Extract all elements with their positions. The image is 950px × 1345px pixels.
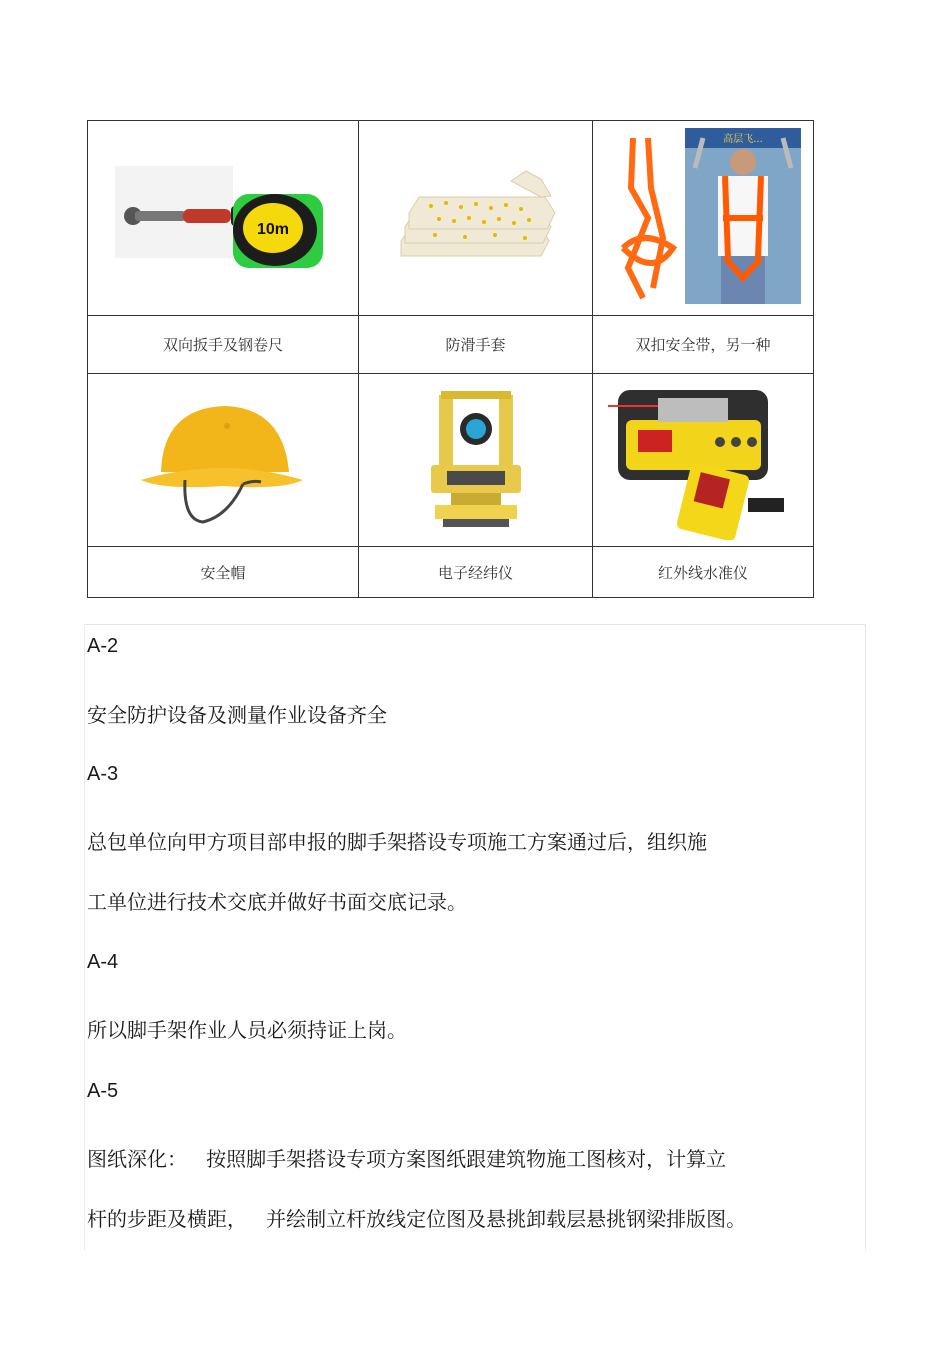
caption-helmet: 安全帽: [88, 547, 359, 598]
section-a3-line-2: 工单位进行技术交底并做好书面交底记录。: [87, 890, 467, 914]
section-a2-line-1: 安全防护设备及测量作业设备齐全: [87, 703, 387, 727]
wrench-tape-cell: [88, 121, 359, 316]
section-code-a3: A-3: [87, 763, 119, 785]
section-code-a2: A-2: [87, 635, 119, 657]
tape-label: 10m: [256, 221, 290, 238]
section-a5-line-1: 图纸深化： 按照脚手架搭设专项方案图纸跟建筑物施工图核对，计算立: [87, 1147, 727, 1171]
gloves-cell: [359, 121, 593, 316]
caption-harness: 双扣安全带，另一种: [593, 316, 814, 374]
section-a3-line-1: 总包单位向甲方项目部申报的脚手架搭设专项施工方案通过后，组织施: [87, 830, 707, 854]
helmet-image: [133, 390, 313, 530]
harness-banner-text: 高层飞...: [723, 134, 763, 145]
caption-gloves: 防滑手套: [359, 316, 593, 374]
text-block: [84, 624, 866, 1250]
harness-cell: [593, 121, 814, 316]
helmet-cell: [88, 374, 359, 547]
theodolite-cell: [359, 374, 593, 547]
section-a4-line-1: 所以脚手架作业人员必须持证上岗。: [87, 1018, 407, 1042]
laser-level-cell: [593, 374, 814, 547]
section-code-a5: A-5: [87, 1080, 119, 1102]
theodolite-image: [421, 385, 531, 535]
caption-laser-level: 红外线水准仪: [593, 547, 814, 598]
equipment-table: [87, 120, 814, 598]
caption-theodolite: 电子经纬仪: [359, 547, 593, 598]
gloves-image: [391, 161, 561, 276]
wrench-tape-image: [113, 158, 333, 278]
section-code-a4: A-4: [87, 951, 119, 973]
caption-wrench-tape: 双向扳手及钢卷尺: [88, 316, 359, 374]
laser-level-image: [608, 380, 798, 540]
harness-image: [603, 128, 803, 308]
section-a5-line-2: 杆的步距及横距， 并绘制立杆放线定位图及悬挑卸载层悬挑钢梁排版图。: [87, 1207, 747, 1231]
